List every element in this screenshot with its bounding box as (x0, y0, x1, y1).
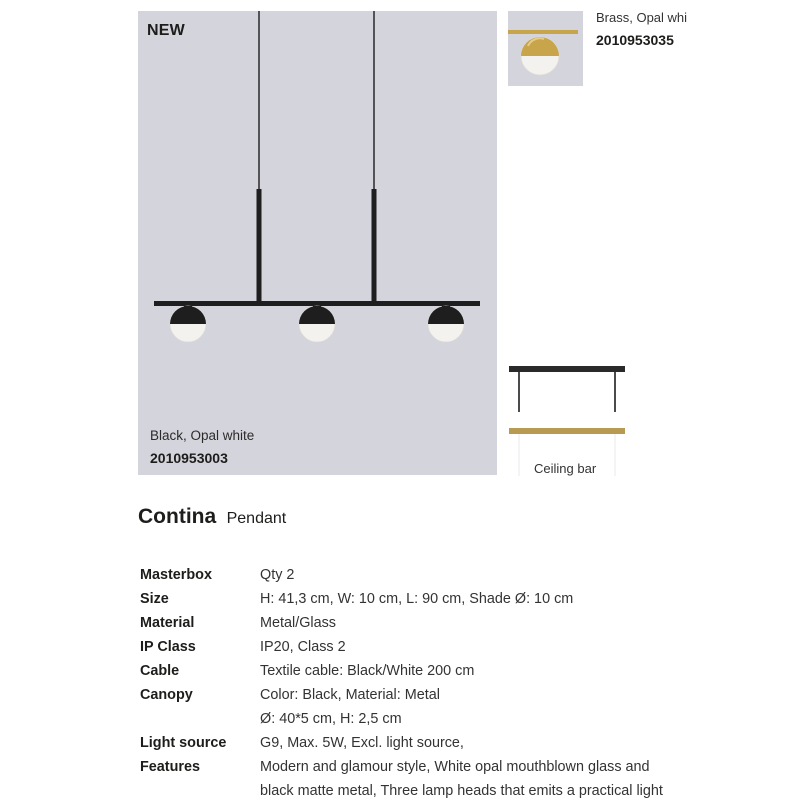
spec-value: Color: Black, Material: Metal (260, 687, 440, 703)
spec-label: Masterbox (140, 567, 212, 583)
spec-label: Features (140, 759, 200, 775)
horizontal-bar (154, 301, 480, 306)
rod-left (257, 189, 262, 303)
product-title (138, 505, 286, 529)
hero-sku: 2010953003 (150, 450, 228, 466)
spec-label (140, 779, 260, 803)
spec-value: Qty 2 (260, 567, 295, 583)
spec-row-size (140, 587, 700, 611)
lamp-head-3 (428, 306, 464, 342)
ceiling-bar-black (509, 366, 625, 372)
spec-row-material (140, 611, 700, 635)
variant-thumbnail-brass[interactable] (508, 11, 583, 86)
product-type: Pendant (226, 510, 287, 527)
spec-value: H: 41,3 cm, W: 10 cm, L: 90 cm, Shade Ø: 10 cm (260, 591, 574, 607)
spec-label: Material (140, 615, 195, 631)
hero-color-label: Black, Opal white (150, 428, 255, 443)
spec-value: Modern and glamour style, White opal mouthblown glass and (260, 759, 650, 775)
spec-table (140, 563, 700, 803)
spec-label: IP Class (140, 639, 196, 655)
spec-row-cable (140, 659, 700, 683)
rod-right (372, 189, 377, 303)
brass-lamp-illustration (508, 11, 583, 86)
spec-value: Metal/Glass (260, 615, 336, 631)
spec-label: Cable (140, 663, 180, 679)
spec-label: Size (140, 591, 169, 607)
pendant-illustration (138, 11, 497, 475)
spec-label (140, 707, 260, 731)
product-name: Contina (138, 505, 217, 528)
ceiling-bar-brass (509, 428, 625, 434)
lamp-head-2 (299, 306, 335, 342)
ceiling-bar-caption: Ceiling bar (534, 461, 597, 476)
spec-value: IP20, Class 2 (260, 639, 346, 655)
spec-label: Canopy (140, 687, 193, 703)
spec-value: black matte metal, Three lamp heads that emits a practical light (260, 783, 663, 799)
spec-row-canopy-dimensions (140, 707, 700, 731)
spec-value: G9, Max. 5W, Excl. light source, (260, 735, 464, 751)
hero-product-image (138, 11, 497, 475)
spec-row-masterbox (140, 563, 700, 587)
spec-value: Ø: 40*5 cm, H: 2,5 cm (260, 711, 402, 727)
spec-row-ip-class (140, 635, 700, 659)
spec-row-features-continued (140, 779, 700, 803)
lamp-head-1 (170, 306, 206, 342)
variant-color-label: Brass, Opal whi (596, 10, 688, 25)
spec-label: Light source (140, 735, 227, 751)
spec-value: Textile cable: Black/White 200 cm (260, 663, 475, 679)
variant-sku: 2010953035 (596, 32, 674, 48)
spec-row-canopy (140, 683, 700, 707)
spec-row-features (140, 755, 700, 779)
spec-row-light-source (140, 731, 700, 755)
new-badge: NEW (147, 22, 185, 39)
